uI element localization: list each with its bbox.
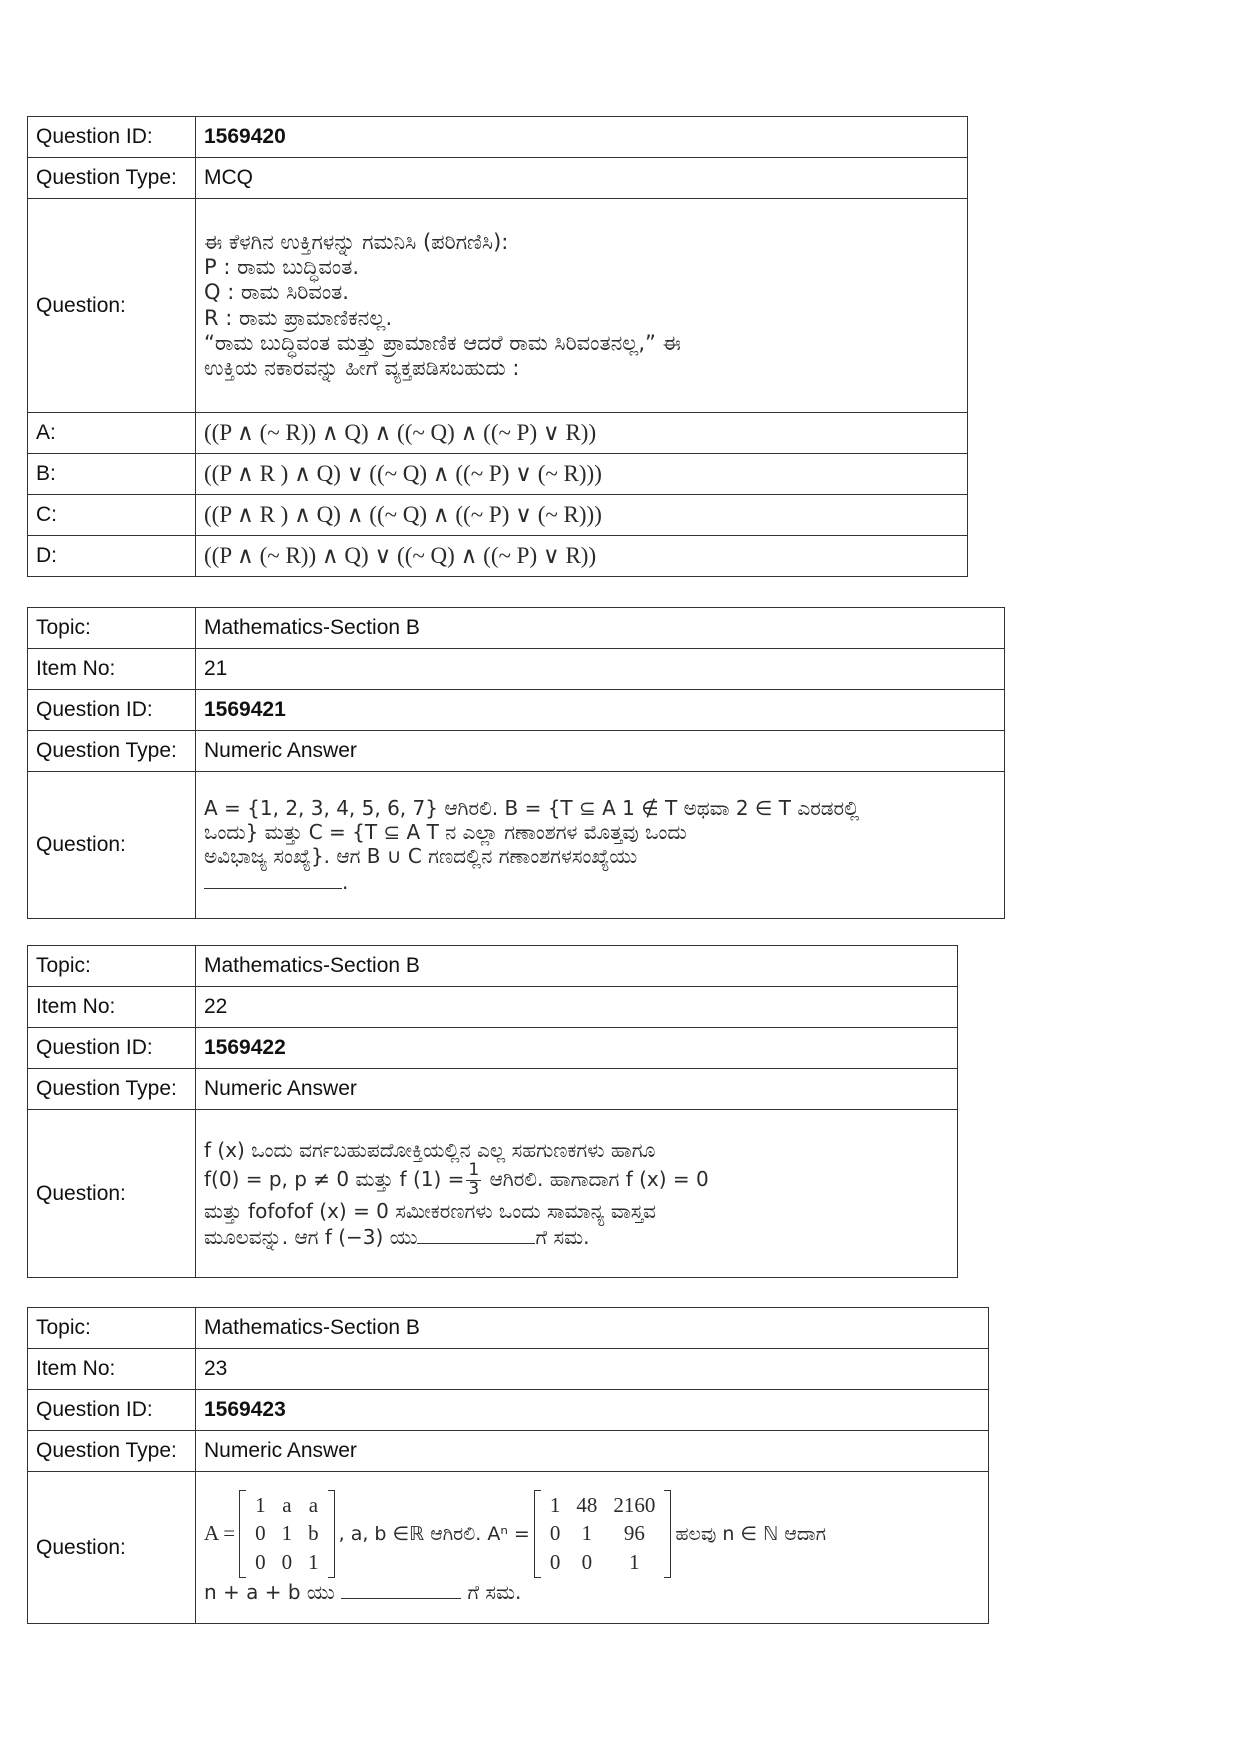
question-line: P : ರಾಮ ಬುದ್ಧಿವಂತ.	[204, 255, 360, 280]
item-no-value: 22	[196, 987, 958, 1028]
matrix-a	[239, 1490, 335, 1578]
question-id-value: 1569423	[196, 1390, 989, 1431]
matrix-cell: 0	[549, 1549, 561, 1574]
answer-blank[interactable]	[341, 1578, 461, 1599]
topic-value: Mathematics-Section B	[196, 1308, 989, 1349]
option-b-label: B:	[28, 454, 196, 495]
matrix-cell: 0	[255, 1521, 266, 1546]
question-label: Question:	[28, 772, 196, 919]
question-type-value: Numeric Answer	[196, 1431, 989, 1472]
question-line: ಅವಿಭಾಜ್ಯ ಸಂಖ್ಯೆ}. ಆಗ B ∪ C ಗಣದಲ್ಲಿನ ಗಣಾಂಶಗಳಸಂಖ್ಯೆಯು	[204, 844, 638, 868]
question-line	[204, 1162, 949, 1199]
question-block-1569423	[27, 1307, 989, 1624]
question-id-value: 1569422	[196, 1028, 958, 1069]
option-b-text[interactable]: ((P ∧ R ) ∧ Q) ∨ ((~ Q) ∧ ((~ P) ∨ (~ R)))	[196, 454, 968, 495]
matrix-cell: 1	[281, 1521, 293, 1546]
item-no-label: Item No:	[28, 1349, 196, 1390]
question-block-1569422	[27, 945, 958, 1278]
item-no-value: 21	[196, 649, 1005, 690]
question-line: R : ರಾಮ ಪ್ರಾಮಾಣಿಕನಲ್ಲ.	[204, 305, 393, 330]
question-line: ಮತ್ತು fofofof (x) = 0 ಸಮೀಕರಣಗಳು ಒಂದು ಸಾಮಾನ್ಯ ವಾಸ್ತವ	[204, 1198, 656, 1223]
question-line: “ರಾಮ ಬುದ್ಧಿವಂತ ಮತ್ತು ಪ್ರಾಮಾಣಿಕ ಆದರೆ ರಾಮ ಸಿರಿವಂತನಲ್ಲ,” ಈ	[204, 330, 681, 355]
topic-value: Mathematics-Section B	[196, 608, 1005, 649]
answer-line	[204, 868, 996, 894]
matrix-cell: 1	[581, 1521, 593, 1546]
fraction-denominator: 3	[468, 1179, 480, 1199]
item-no-label: Item No:	[28, 987, 196, 1028]
answer-blank[interactable]	[417, 1223, 535, 1244]
question-line: ಈ ಕೆಳಗಿನ ಉಕ್ತಿಗಳನ್ನು ಗಮನಿಸಿ (ಪರಿಗಣಿಸಿ):	[204, 229, 509, 254]
matrix-cell: 1	[308, 1549, 319, 1574]
matrix-cell: 96	[623, 1521, 645, 1546]
question-id-value: 1569421	[196, 690, 1005, 731]
matrix-a-prefix: A =	[204, 1521, 236, 1546]
question-text	[196, 1472, 989, 1624]
matrix-cell: 0	[255, 1549, 266, 1574]
topic-label: Topic:	[28, 1308, 196, 1349]
question-text	[196, 772, 1005, 919]
question-label: Question:	[28, 1472, 196, 1624]
question-line: Q : ರಾಮ ಸಿರಿವಂತ.	[204, 280, 349, 305]
question-fragment: ಮೂಲವನ್ನು. ಆಗ f (−3) ಯು	[204, 1224, 418, 1249]
question-text	[196, 1110, 958, 1278]
topic-value: Mathematics-Section B	[196, 946, 958, 987]
question-type-label: Question Type:	[28, 731, 196, 772]
matrix-cell: 0	[581, 1549, 593, 1574]
matrix-cell: 48	[576, 1493, 598, 1518]
question-fragment: n + a + b ಯು	[204, 1579, 335, 1604]
question-type-label: Question Type:	[28, 1431, 196, 1472]
question-line	[204, 1490, 980, 1578]
question-block-1569421	[27, 607, 1005, 919]
matrix-cell: a	[282, 1493, 292, 1518]
question-id-value: 1569420	[196, 117, 968, 158]
question-line	[204, 1223, 949, 1249]
matrix-cell: 1	[549, 1493, 561, 1518]
question-block-1569420	[27, 116, 968, 577]
question-line	[204, 1578, 980, 1605]
matrix-a-power-n	[534, 1490, 672, 1578]
question-id-label: Question ID:	[28, 1390, 196, 1431]
topic-label: Topic:	[28, 608, 196, 649]
matrix-cell: 0	[549, 1521, 561, 1546]
matrix-cell: a	[308, 1493, 319, 1518]
question-fragment: , a, b ∈ℝ ಆಗಿರಲಿ. Aⁿ =	[338, 1522, 530, 1545]
question-type-label: Question Type:	[28, 1069, 196, 1110]
item-no-label: Item No:	[28, 649, 196, 690]
question-line: A = {1, 2, 3, 4, 5, 6, 7} ಆಗಿರಲಿ. B = {T ⊆ A 1 ∉ T ಅಥವಾ 2 ∈ T ಎರಡರಲ್ಲಿ	[204, 796, 860, 820]
question-type-value: Numeric Answer	[196, 1069, 958, 1110]
option-c-text[interactable]: ((P ∧ R ) ∧ Q) ∧ ((~ Q) ∧ ((~ P) ∨ (~ R)))	[196, 495, 968, 536]
question-line: .	[342, 870, 349, 894]
question-label: Question:	[28, 1110, 196, 1278]
matrix-cell: 0	[281, 1549, 293, 1574]
fraction-numerator: 1	[468, 1160, 480, 1181]
question-line: ಒಂದು} ಮತ್ತು C = {T ⊆ A T ನ ಎಲ್ಲಾ ಗಣಾಂಶಗಳ ಮೊತ್ತವು ಒಂದು	[204, 820, 687, 844]
answer-blank[interactable]	[204, 868, 342, 889]
option-c-label: C:	[28, 495, 196, 536]
question-line: ಉಕ್ತಿಯ ನಕಾರವನ್ನು ಹೀಗೆ ವ್ಯಕ್ತಪಡಿಸಬಹುದು :	[204, 355, 520, 380]
question-text	[196, 199, 968, 413]
option-a-text[interactable]: ((P ∧ (~ R)) ∧ Q) ∧ ((~ Q) ∧ ((~ P) ∨ R))	[196, 413, 968, 454]
option-d-label: D:	[28, 536, 196, 577]
question-fragment: f(0) = p, p ≠ 0 ಮತ್ತು f (1) =	[204, 1167, 465, 1191]
matrix-cell: b	[308, 1521, 319, 1546]
option-d-text[interactable]: ((P ∧ (~ R)) ∧ Q) ∨ ((~ Q) ∧ ((~ P) ∨ R))	[196, 536, 968, 577]
question-label: Question:	[28, 199, 196, 413]
question-type-label: Question Type:	[28, 158, 196, 199]
question-type-value: Numeric Answer	[196, 731, 1005, 772]
question-id-label: Question ID:	[28, 1028, 196, 1069]
matrix-cell: 1	[629, 1549, 640, 1574]
matrix-cell: 2160	[613, 1493, 656, 1518]
question-fragment: ಗೆ ಸಮ.	[467, 1579, 522, 1604]
question-fragment: ಗೆ ಸಮ.	[535, 1224, 590, 1249]
item-no-value: 23	[196, 1349, 989, 1390]
option-a-label: A:	[28, 413, 196, 454]
topic-label: Topic:	[28, 946, 196, 987]
question-fragment: ಹಲವು n ∈ ℕ ಆದಾಗ	[675, 1522, 827, 1545]
question-line: f (x) ಒಂದು ವರ್ಗಬಹುಪದೋಕ್ತಿಯಲ್ಲಿನ ಎಲ್ಲ ಸಹಗುಣಕಗಳು ಹಾಗೂ	[204, 1138, 656, 1163]
question-type-value: MCQ	[196, 158, 968, 199]
question-id-label: Question ID:	[28, 117, 196, 158]
question-id-label: Question ID:	[28, 690, 196, 731]
fraction	[466, 1162, 481, 1199]
question-fragment: ಆಗಿರಲಿ. ಹಾಗಾದಾಗ f (x) = 0	[489, 1167, 709, 1191]
matrix-cell: 1	[255, 1493, 266, 1518]
